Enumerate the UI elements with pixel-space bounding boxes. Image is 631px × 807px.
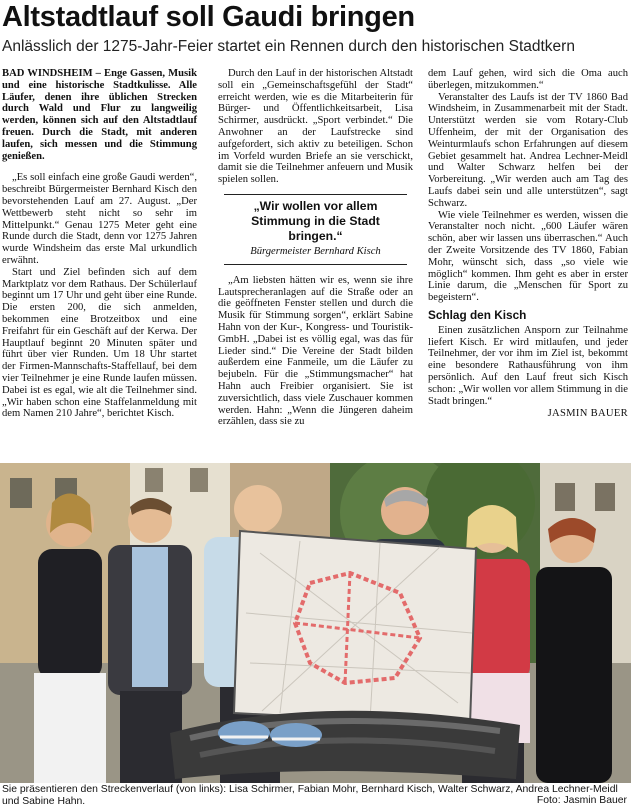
pull-quote-text: „Wir wollen vor allem Stimmung in die Stadt bringen.“ [251, 198, 380, 243]
paragraph: dem Lauf gehen, wird sich die Oma auch überlegen, mitzukommen.“ [428, 68, 628, 91]
lead-paragraph: BAD WINDSHEIM – Enge Gassen, Musik und eine historische Stadtkulisse. Alle Läufer, denen ihre üblichen Strecken durch Wald und Flur zu langweilig werden, können sich auf den Altstadtlauf freuen. Durch die Stadt, mit anderen laufen, sich messen und die Stimmung genießen. [2, 68, 197, 162]
article-column-2 [218, 68, 413, 428]
pull-quote [224, 194, 407, 265]
paragraph: Einen zusätzlichen Ansporn zur Teilnahme liefert Kisch. Er wird mitlaufen, und jeder Teilnehmer, der vor ihm im Ziel ist, bekommt eine besondere Rathausführung von ihm persönlich. Auf den Lauf freut sich Kisch schon: „Wir wollen vor allem Stimmung in die Stadt bringen.“ [428, 324, 628, 407]
article-column-1 [2, 68, 197, 420]
paragraph: Wie viele Teilnehmer es werden, wissen die Veranstalter noch nicht. „600 Läufer wären schön, aber wir lassen uns überraschen.“ Auch der Zweite Vorsitzende des TV 1860, Fabian Mohr, wünscht sich, dass „so viele wie möglich“ kommen. Ihm geht es aber in erster Linie darum, die „Menschen für Sport zu begeistern“. [428, 209, 628, 304]
subheadline: Anlässlich der 1275-Jahr-Feier startet ein Rennen durch den historischen Stadtkern [2, 38, 575, 55]
group-photo-illustration [0, 463, 631, 783]
section-subheading: Schlag den Kisch [428, 307, 527, 322]
pull-quote-author: Bürgermeister Bernhard Kisch [250, 245, 381, 257]
photo-caption: Sie präsentieren den Streckenverlauf (von links): Lisa Schirmer, Fabian Mohr, Bernhard Kisch, Walter Schwarz, Andrea Lechner-Meidl und Sabine Hahn. [2, 784, 618, 807]
photo-credit: Foto: Jasmin Bauer [536, 795, 627, 806]
paragraph: Start und Ziel befinden sich auf dem Marktplatz vor dem Rathaus. Der Schülerlauf beginnt um 17 Uhr und geht über eine Runde. Die ersten 200, die sich anmelden, bekommen eine Brotzeitbox und eine Freifahrt für ein Geschäft auf der Kerwa. Der Hauptlauf beginnt 20 Minuten später und führt über vier Runden. Um 18 Uhr startet der Firmen-Mannschafts-Staffellauf, bei dem vier Teilnehmer je eine Runde laufen müssen. Dabei ist es egal, wie alt die Teilnehmer sind. „Wir haben schon eine Staffelanmeldung mit dem Namen 210 Jahre“, berichtet Kisch. [2, 266, 197, 420]
headline: Altstadtlauf soll Gaudi bringen [2, 1, 415, 33]
paragraph: „Es soll einfach eine große Gaudi werden“, beschreibt Bürgermeister Bernhard Kisch den bevorstehenden Lauf am 27. August. „Der Wettbewerb steht nicht so sehr im Mittelpunkt.“ Genau 1275 Meter geht eine Runde durch die Stadt, denn vor 1275 Jahren wurde Windsheim das erste Mal urkundlich erwähnt. [2, 172, 197, 266]
article-photo [0, 463, 631, 783]
paragraph: Durch den Lauf in der historischen Altstadt soll ein „Gemeinschaftsgefühl der Stadt“ erreicht werden, wie es die Mitarbeiterin für Bürger- und Öffentlichkeitsarbeit, Lisa Schirmer, ausdrückt. „Sport verbindet.“ Die Anwohner an der Laufstrecke sind aufgefordert, sich aktiv zu beteiligen. Schon im Vorfeld wurden Briefe an sie verschickt, damit sie die Teilnehmer anfeuern und Musik spielen sollen. [218, 68, 413, 186]
route-map-board [234, 531, 476, 725]
paragraph: „Am liebsten hätten wir es, wenn sie ihre Lautsprecheranlagen auf die Straße oder an die geöffneten Fenster stellen und durch die Musik für Stimmung sorgen“, erklärt Sabine Hahn von der Kur-, Kongress- und Touristik-GmbH. „Dabei ist es völlig egal, was das für Lieder sind.“ Die Vereine der Stadt bilden außerdem eine Fanmeile, um die Läufer zu bejubeln. Für die „Stimmungsmacher“ hat Hahn auch Freibier organisiert. Sie ist zuversichtlich, dass viele Zuschauer kommen werden. Hahn: „Wenn die Jüngeren daheim erzählen, dass sie zu [218, 274, 413, 428]
article-column-3 [428, 68, 628, 420]
paragraph: Veranstalter des Laufs ist der TV 1860 Bad Windsheim, in Zusammenarbeit mit der Stadt. Unterstützt werden sie vom Rotary-Club Uffenheim, der mit der Organisation des Weinturmlaufs schon Erfahrungen auf diesem Gebiet gesammelt hat. Andrea Lechner-Meidl und Walter Schwarz helfen bei der Vorbereitung. „Wir werden auch am Tag des Laufs dabei sein und alle unterstützen“, sagt Schwarz. [428, 91, 628, 209]
author-byline: JASMIN BAUER [547, 408, 628, 420]
